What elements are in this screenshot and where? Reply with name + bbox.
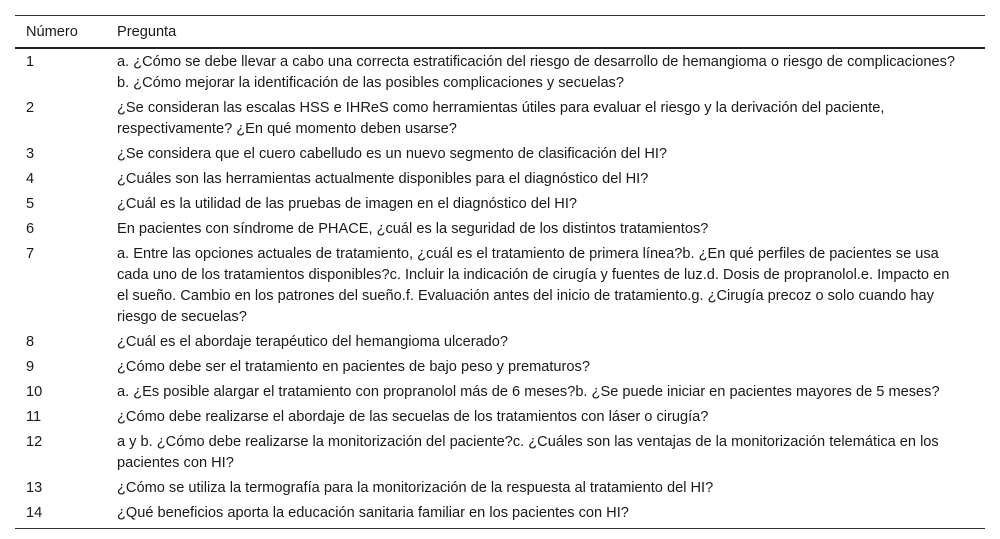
questions-table — [15, 15, 985, 529]
question-number: 12 — [26, 434, 43, 450]
question-text: ¿Cómo debe realizarse el abordaje de las secuelas de los tratamientos con láser o cirugía? — [117, 409, 709, 425]
question-number: 1 — [26, 54, 35, 70]
table-row — [15, 96, 985, 142]
table-header — [15, 16, 985, 49]
column-header-pregunta: Pregunta — [106, 16, 985, 49]
question-text: ¿Cómo se utiliza la termografía para la monitorización de la respuesta al tratamiento del HI? — [117, 480, 714, 496]
question-number: 14 — [15, 501, 106, 529]
table-row — [15, 48, 985, 96]
question-text: a y b. ¿Cómo debe realizarse la monitorización del paciente?c. ¿Cuáles son las ventajas de la monitorización telemática en los pacientes con HI? — [117, 434, 939, 471]
table-row — [15, 405, 985, 430]
question-number: 13 — [26, 480, 43, 496]
question-number: 10 — [26, 384, 43, 400]
table-row — [15, 217, 985, 242]
question-number: 5 — [26, 196, 35, 212]
column-header-numero: Número — [15, 16, 106, 49]
table-row — [15, 167, 985, 192]
question-text: ¿Cuál es la utilidad de las pruebas de imagen en el diagnóstico del HI? — [117, 196, 577, 212]
question-number: 3 — [26, 146, 35, 162]
question-number: 9 — [26, 359, 35, 375]
question-text: ¿Cuáles son las herramientas actualmente disponibles para el diagnóstico del HI? — [117, 171, 649, 187]
question-number: 2 — [26, 100, 35, 116]
question-text: ¿Qué beneficios aporta la educación sanitaria familiar en los pacientes con HI? — [106, 501, 985, 529]
table-row — [15, 242, 985, 330]
questions-table-container — [15, 15, 985, 529]
table-row — [15, 380, 985, 405]
question-text: ¿Cuál es el abordaje terapéutico del hemangioma ulcerado? — [117, 334, 509, 350]
table-row — [15, 430, 985, 476]
table-row — [15, 476, 985, 501]
question-number: 11 — [26, 409, 42, 425]
header-row — [15, 16, 985, 49]
table-body — [15, 48, 985, 529]
table-row — [15, 355, 985, 380]
question-number: 7 — [26, 246, 35, 262]
table-row — [15, 192, 985, 217]
question-number: 6 — [26, 221, 35, 237]
question-text: En pacientes con síndrome de PHACE, ¿cuál es la seguridad de los distintos tratamientos? — [117, 221, 709, 237]
question-number: 8 — [26, 334, 35, 350]
table-row — [15, 330, 985, 355]
table-row — [15, 142, 985, 167]
table-row — [15, 501, 985, 529]
question-text: a. ¿Cómo se debe llevar a cabo una correcta estratificación del riesgo de desarrollo de hemangioma o riesgo de complicaciones?b. ¿Cómo mejorar la identificación de las posibles complicaciones y secuelas? — [117, 54, 955, 91]
question-text: ¿Se considera que el cuero cabelludo es un nuevo segmento de clasificación del HI? — [117, 146, 668, 162]
question-text: ¿Se consideran las escalas HSS e IHReS como herramientas útiles para evaluar el riesgo y la derivación del paciente, respectivamente? ¿En qué momento deben usarse? — [117, 100, 885, 137]
question-text: a. Entre las opciones actuales de tratamiento, ¿cuál es el tratamiento de primera línea?b. ¿En qué perfiles de pacientes se usa cada uno de los tratamientos disponibles?c. Incluir la indicación de cirugía y fuentes de luz.d. Dosis de propranolol.e. Impacto en el sueño. Cambio en los patrones del sueño.f. Evaluación antes del inicio de tratamiento.g. ¿Cirugía precoz o solo cuando hay riesgo de secuelas? — [117, 246, 950, 325]
question-text: a. ¿Es posible alargar el tratamiento con propranolol más de 6 meses?b. ¿Se puede iniciar en pacientes mayores de 5 meses? — [117, 384, 940, 400]
question-number: 4 — [26, 171, 35, 187]
question-text: ¿Cómo debe ser el tratamiento en pacientes de bajo peso y prematuros? — [117, 359, 590, 375]
